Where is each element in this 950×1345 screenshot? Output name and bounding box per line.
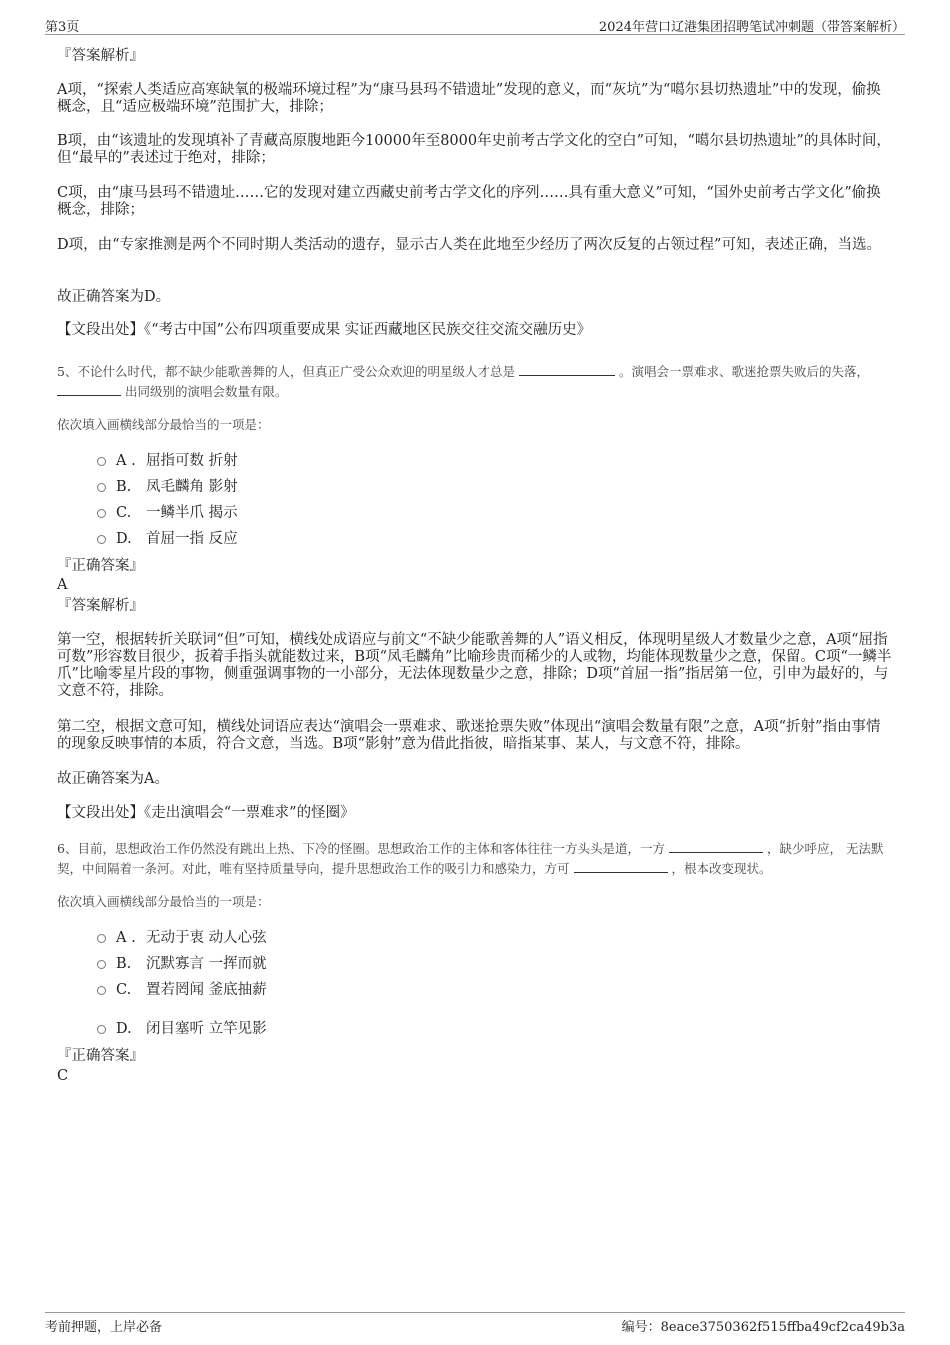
- q6-answer: C: [57, 1068, 69, 1084]
- radio-icon[interactable]: [97, 1025, 106, 1034]
- q5-answer-label: 『正确答案』: [57, 558, 144, 574]
- q5-option-d[interactable]: D. 首屈一指 反应: [97, 530, 238, 548]
- document-id: 编号：8eace3750362f515ffba49cf2ca49b3a: [621, 1320, 905, 1335]
- q5-analysis-label: 『答案解析』: [57, 598, 144, 614]
- radio-icon[interactable]: [97, 457, 106, 466]
- q5-stem: 5、不论什么时代，都不缺少能歌善舞的人，但真正广受公众欢迎的明星级人才总是 。演唱会一票难求、歌迷抢票失败后的失落， 出同级别的演唱会数量有限。: [57, 364, 869, 399]
- prev-analysis-b: B项，由“该遗址的发现填补了青藏高原腹地距今10000年至8000年史前考古学文化的空白”可知，“噶尔县切热遗址”的具体时间，但“最早的”表述过于绝对，排除；: [57, 133, 891, 166]
- page-footer: [45, 1312, 905, 1333]
- q5-blank-2[interactable]: [57, 383, 121, 396]
- q6-stem: 6、目前，思想政治工作仍然没有跳出上热、下冷的怪圈。思想政治工作的主体和客体往往一方头头是道，一方 ，缺少呼应， 无法默契，中间隔着一条河。对此，唯有坚持质量导向，提升思想政治工作的吸引力和感染力，方可 ，根本改变现状。: [57, 841, 884, 876]
- q6-blank-1[interactable]: [669, 840, 763, 853]
- prev-analysis-a: A项，“探索人类适应高寒缺氧的极端环境过程”为“康马县玛不错遗址”发现的意义，而“灰坑”为“噶尔县切热遗址”中的发现，偷换概念，且“适应极端环境”范围扩大，排除；: [57, 82, 881, 115]
- prev-analysis-d: D项，由“专家推测是两个不同时期人类活动的遗存，显示古人类在此地至少经历了两次反复的占领过程”可知，表述正确，当选。: [57, 237, 881, 253]
- page-header: [45, 16, 905, 35]
- q5-blank-1[interactable]: [519, 363, 615, 376]
- q5-answer: A: [57, 577, 68, 593]
- q5-option-a[interactable]: A . 屈指可数 折射: [97, 452, 238, 470]
- q6-option-b[interactable]: B. 沉默寡言 一挥而就: [97, 955, 267, 973]
- q6-option-d[interactable]: D. 闭目塞听 立竿见影: [97, 1020, 267, 1038]
- footer-slogan: 考前押题，上岸必备: [45, 1320, 163, 1335]
- q5-prompt: 依次填入画横线部分最恰当的一项是：: [57, 417, 270, 432]
- prev-conclusion: 故正确答案为D。: [57, 289, 171, 305]
- radio-icon[interactable]: [97, 535, 106, 544]
- q6-blank-2[interactable]: [574, 860, 668, 873]
- radio-icon[interactable]: [97, 509, 106, 518]
- prev-source: 【文段出处】《“考古中国”公布四项重要成果 实证西藏地区民族交往交流交融历史》: [57, 322, 592, 338]
- radio-icon[interactable]: [97, 960, 106, 969]
- q5-source: 【文段出处】《走出演唱会“一票难求”的怪圈》: [57, 805, 355, 821]
- prev-analysis-c: C项，由“康马县玛不错遗址……它的发现对建立西藏史前考古学文化的序列……具有重大意义”可知，“国外史前考古学文化”偷换概念，排除；: [57, 185, 881, 218]
- q5-analysis-1: 第一空，根据转折关联词“但”可知，横线处成语应与前文“不缺少能歌善舞的人”语义相反，体现明星级人才数量少之意，A项“屈指可数”形容数目很少，扳着手指头就能数过来，B项“凤毛麟角”比喻珍贵而稀少的人或物，均能体现数量少之意，保留。C项“一鳞半爪”比喻零星片段的事物，侧重强调事物的一小部分，无法体现数量少之意，排除；D项“首屈一指”指居第一位，引申为最好的，与文意不符，排除。: [57, 632, 892, 699]
- q6-prompt: 依次填入画横线部分最恰当的一项是：: [57, 894, 270, 909]
- q5-conclusion: 故正确答案为A。: [57, 771, 169, 787]
- radio-icon[interactable]: [97, 934, 106, 943]
- q6-option-c[interactable]: C. 置若罔闻 釜底抽薪: [97, 981, 267, 999]
- radio-icon[interactable]: [97, 483, 106, 492]
- q6-option-a[interactable]: A . 无动于衷 动人心弦: [97, 929, 267, 947]
- q5-analysis-2: 第二空，根据文意可知，横线处词语应表达“演唱会一票难求、歌迷抢票失败”体现出“演唱会数量有限”之意，A项“折射”指由事情的现象反映事情的本质，符合文意，当选。B项“影射”意为借此指彼，暗指某事、某人，与文意不符，排除。: [57, 719, 881, 752]
- q5-option-c[interactable]: C. 一鳞半爪 揭示: [97, 504, 238, 522]
- radio-icon[interactable]: [97, 986, 106, 995]
- page-number: 第3页: [45, 20, 80, 35]
- q5-option-b[interactable]: B. 凤毛麟角 影射: [97, 478, 238, 496]
- document-title: 2024年营口辽港集团招聘笔试冲刺题（带答案解析）: [598, 20, 905, 35]
- prev-analysis-label: 『答案解析』: [57, 48, 144, 64]
- q6-answer-label: 『正确答案』: [57, 1048, 144, 1064]
